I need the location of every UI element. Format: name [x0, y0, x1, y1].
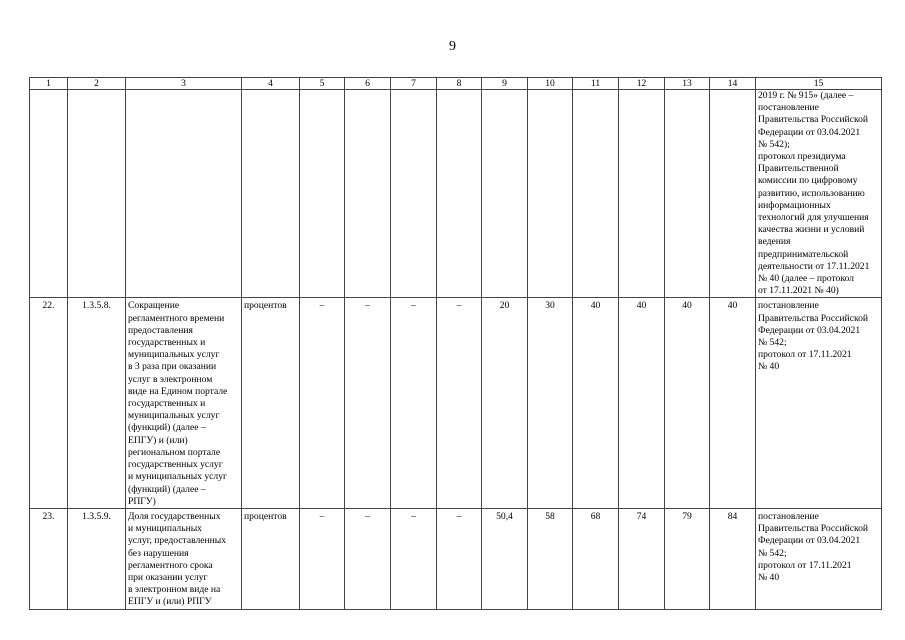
column-header: 3: [126, 78, 242, 90]
value-cell: 68: [573, 508, 619, 609]
column-header: 14: [710, 78, 756, 90]
value-cell: 40: [710, 298, 756, 508]
indicator-table: [29, 77, 882, 610]
value-cell: 30: [528, 298, 573, 508]
value-cell: –: [391, 298, 437, 508]
unit: процентов: [242, 298, 300, 508]
row-number: [30, 90, 68, 298]
value-cell: [665, 90, 710, 298]
value-cell: –: [345, 508, 391, 609]
table-row: [30, 90, 882, 298]
column-header: 13: [665, 78, 710, 90]
value-cell: –: [300, 508, 345, 609]
page-number: 9: [449, 39, 456, 54]
column-header: 8: [437, 78, 482, 90]
value-cell: 84: [710, 508, 756, 609]
value-cell: [528, 90, 573, 298]
value-cell: [573, 90, 619, 298]
unit: процентов: [242, 508, 300, 609]
value-cell: 40: [573, 298, 619, 508]
table-row: [30, 508, 882, 609]
column-header: 15: [756, 78, 882, 90]
value-cell: [300, 90, 345, 298]
unit: [242, 90, 300, 298]
column-header: 5: [300, 78, 345, 90]
value-cell: [345, 90, 391, 298]
row-number: 23.: [30, 508, 68, 609]
value-cell: –: [300, 298, 345, 508]
row-number: 22.: [30, 298, 68, 508]
table-row: [30, 298, 882, 508]
indicator-name: [126, 90, 242, 298]
value-cell: [710, 90, 756, 298]
value-cell: [482, 90, 528, 298]
column-header: 2: [68, 78, 126, 90]
indicator-code: 1.3.5.9.: [68, 508, 126, 609]
table-header-row: [30, 78, 882, 90]
column-header: 4: [242, 78, 300, 90]
column-header: 12: [619, 78, 665, 90]
value-cell: [619, 90, 665, 298]
source-reference: 2019 г. № 915» (далее – постановление Правительства Российской Федерации от 03.04.2021 № 542); протокол президиума Правительственной комиссии по цифровому развитию, использованию информационных технологий для улучшения качества жизни и условий ведения предпринимательской деятельности от 17.11.2021 № 40 (далее – протокол от 17.11.2021 № 40): [756, 90, 882, 298]
value-cell: 20: [482, 298, 528, 508]
column-header: 10: [528, 78, 573, 90]
value-cell: –: [345, 298, 391, 508]
value-cell: 40: [665, 298, 710, 508]
indicator-name: Доля государственных и муниципальных услуг, предоставленных без нарушения регламентного срока при оказании услуг в электронном виде на ЕПГУ и (или) РПГУ: [126, 508, 242, 609]
source-reference: постановление Правительства Российской Федерации от 03.04.2021 № 542; протокол от 17.11.2021 № 40: [756, 298, 882, 508]
value-cell: –: [391, 508, 437, 609]
column-header: 9: [482, 78, 528, 90]
value-cell: –: [437, 508, 482, 609]
value-cell: 74: [619, 508, 665, 609]
value-cell: 40: [619, 298, 665, 508]
value-cell: –: [437, 298, 482, 508]
indicator-code: 1.3.5.8.: [68, 298, 126, 508]
column-header: 11: [573, 78, 619, 90]
value-cell: 58: [528, 508, 573, 609]
value-cell: [391, 90, 437, 298]
value-cell: 50,4: [482, 508, 528, 609]
indicator-name: Сокращение регламентного времени предоставления государственных и муниципальных услуг в 3 раза при оказании услуг в электронном виде на Едином портале государственных и муниципальных услуг (функций) (далее – ЕПГУ) и (или) региональном портале государственных услуг и муниципальных услуг (функций) (далее – РПГУ): [126, 298, 242, 508]
value-cell: 79: [665, 508, 710, 609]
source-reference: постановление Правительства Российской Федерации от 03.04.2021 № 542; протокол от 17.11.2021 № 40: [756, 508, 882, 609]
column-header: 7: [391, 78, 437, 90]
column-header: 1: [30, 78, 68, 90]
value-cell: [437, 90, 482, 298]
indicator-code: [68, 90, 126, 298]
column-header: 6: [345, 78, 391, 90]
